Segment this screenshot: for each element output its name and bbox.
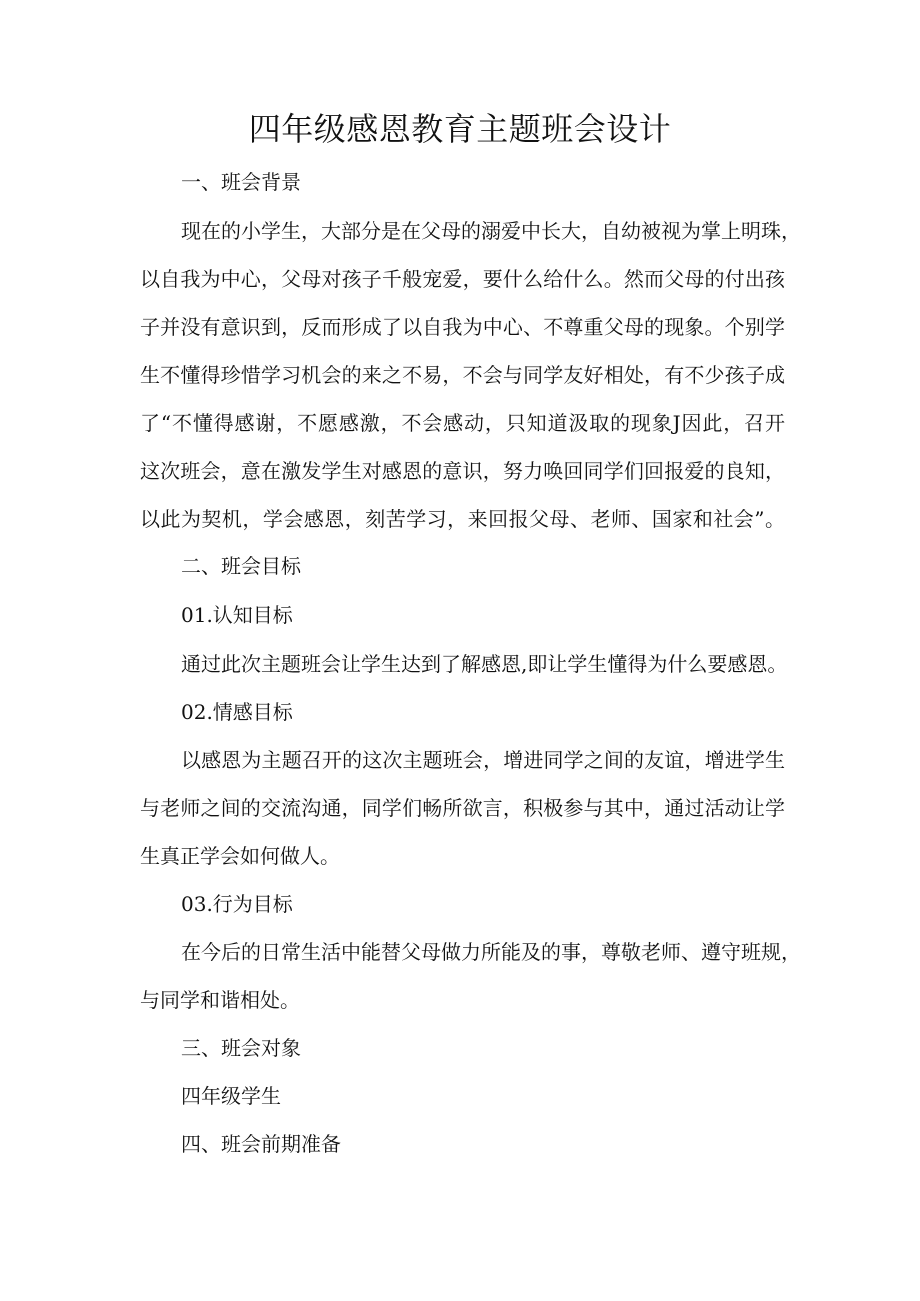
section-heading-preparation: 四、班会前期准备 bbox=[181, 1132, 341, 1156]
section-heading-audience: 三、班会对象 bbox=[181, 1036, 301, 1060]
subheading-emotional-goal: 02.情感目标 bbox=[181, 700, 293, 724]
section-heading-background: 一、班会背景 bbox=[181, 170, 301, 194]
paragraph-line: 在今后的日常生活中能替父母做力所能及的事，尊敬老师、遵守班规， bbox=[181, 940, 801, 964]
document-title: 四年级感恩教育主题班会设计 bbox=[248, 110, 672, 148]
section-heading-goals: 二、班会目标 bbox=[181, 554, 301, 578]
audience-text: 四年级学生 bbox=[181, 1084, 281, 1108]
paragraph-line: 与同学和谐相处。 bbox=[140, 988, 300, 1012]
paragraph-line: 子并没有意识到，反而形成了以自我为中心、不尊重父母的现象。个别学 bbox=[140, 315, 785, 339]
subheading-cognitive-goal: 01.认知目标 bbox=[181, 603, 293, 627]
paragraph-line: 以感恩为主题召开的这次主题班会，增进同学之间的友谊，增进学生 bbox=[181, 748, 785, 772]
paragraph-line: 这次班会，意在激发学生对感恩的意识，努力唤回同学们回报爱的良知， bbox=[140, 459, 785, 483]
paragraph-line: 与老师之间的交流沟通，同学们畅所欲言，积极参与其中，通过活动让学 bbox=[140, 796, 785, 820]
paragraph-line: 通过此次主题班会让学生达到了解感恩,即让学生懂得为什么要感恩。 bbox=[181, 652, 788, 676]
paragraph-line: 生不懂得珍惜学习机会的来之不易，不会与同学友好相处，有不少孩子成 bbox=[140, 363, 785, 387]
paragraph-line: 以此为契机，学会感恩，刻苦学习，来回报父母、老师、国家和社会”。 bbox=[140, 507, 785, 531]
paragraph-line: 以自我为中心，父母对孩子千般宠爱，要什么给什么。然而父母的付出孩 bbox=[140, 267, 785, 291]
subheading-behavioral-goal: 03.行为目标 bbox=[181, 892, 293, 916]
paragraph-line: 了“不懂得感谢，不愿感激，不会感动，只知道汲取的现象J因此，召开 bbox=[140, 411, 785, 435]
paragraph-line: 生真正学会如何做人。 bbox=[140, 844, 340, 868]
paragraph-line: 现在的小学生，大部分是在父母的溺爱中长大，自幼被视为掌上明珠， bbox=[181, 219, 801, 243]
